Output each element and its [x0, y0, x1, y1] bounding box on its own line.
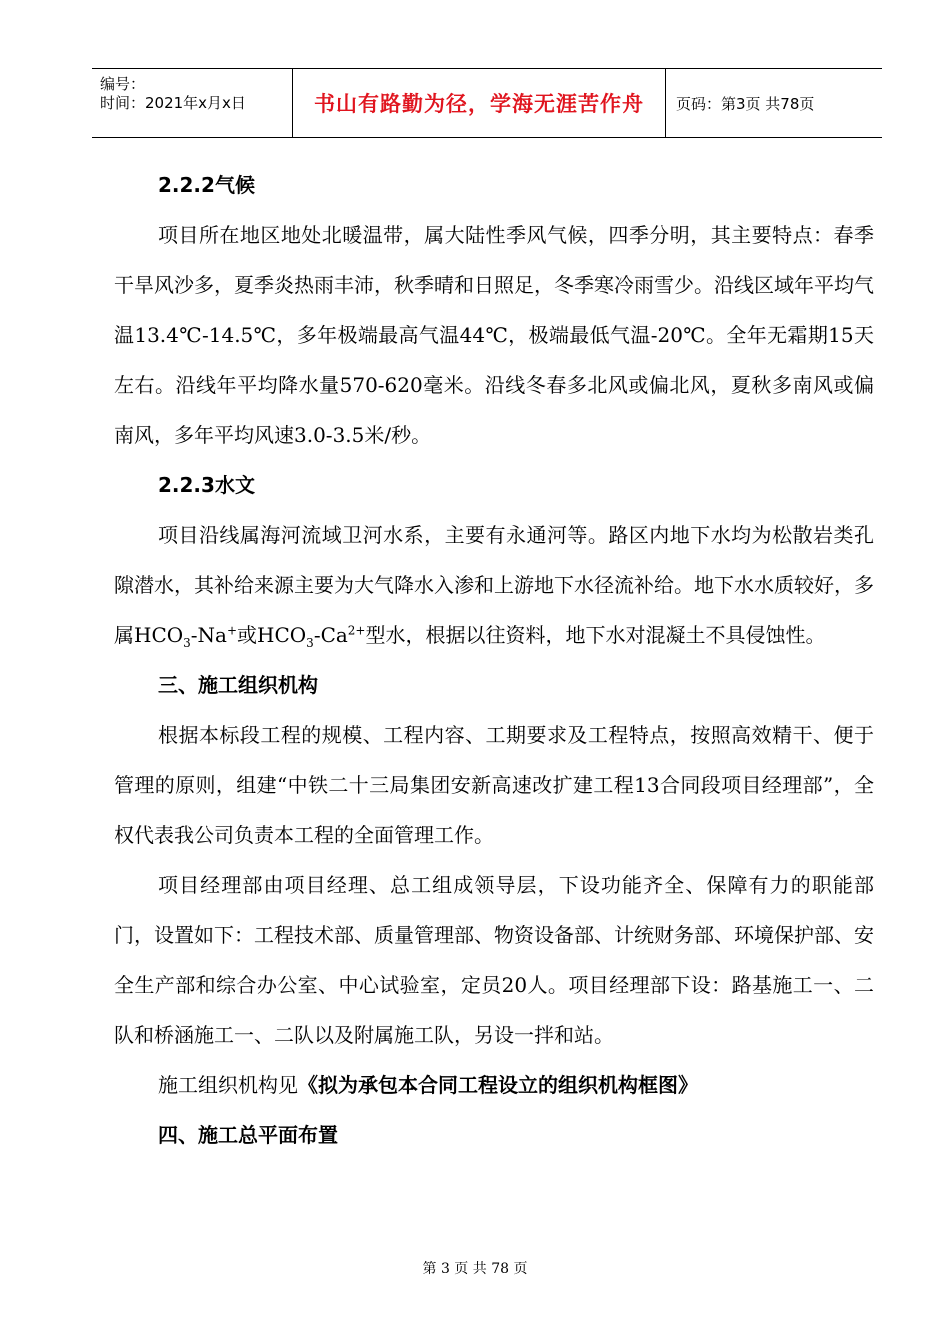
- document-number-label: 编号：: [100, 75, 146, 93]
- organization-heading: 三、施工组织机构: [158, 673, 318, 697]
- header-motto: 书山有路勤为径，学海无涯苦作舟: [314, 92, 644, 116]
- organization-chart-title: 《拟为承包本合同工程设立的组织机构框图》: [298, 1073, 698, 1097]
- page-footer: 第 3 页 共 78 页: [422, 1261, 528, 1277]
- organization-reference-prefix: 施工组织机构见: [158, 1073, 298, 1097]
- climate-paragraph: 项目所在地区地处北暖温带，属大陆性季风气候，四季分明，其主要特点：春季干旱风沙多，夏季炎热雨丰沛，秋季晴和日照足，冬季寒冷雨雪少。沿线区域年平均气温13.4℃-14.5℃，多年极端最高气温44℃，极端最低气温-20℃。全年无霜期15天左右。沿线年平均降水量570-620毫米。沿线冬春多北风或偏北风，夏秋多南风或偏南风，多年平均风速3.0-3.5米/秒。: [114, 223, 874, 447]
- document-time-label: 时间：2021年x月x日: [100, 94, 246, 112]
- climate-heading: 2.2.2气候: [158, 173, 255, 197]
- organization-paragraph-2: 项目经理部由项目经理、总工组成领导层，下设功能齐全、保障有力的职能部门，设置如下：工程技术部、质量管理部、物资设备部、计统财务部、环境保护部、安全生产部和综合办公室、中心试验室，定员20人。项目经理部下设：路基施工一、二队和桥涵施工一、二队以及附属施工队，另设一拌和站。: [114, 873, 874, 1047]
- hydrology-text-5: 型水，根据以往资料，地下水对混凝土不具侵蚀性。: [365, 623, 826, 647]
- hydrology-text-2: -Na: [190, 623, 227, 647]
- page-header: [92, 68, 882, 138]
- header-meta-cell: [92, 69, 293, 137]
- hydrology-text-3: 或HCO: [237, 623, 307, 647]
- header-page-info: 页码：第3页 共78页: [676, 94, 815, 113]
- hydrology-heading: 2.2.3水文: [158, 473, 255, 497]
- hydrology-paragraph: [114, 510, 874, 660]
- hydrology-superscript-1: +: [226, 623, 238, 638]
- header-page-cell: [666, 69, 882, 137]
- document-body: [114, 160, 874, 1160]
- header-motto-cell: [293, 69, 666, 137]
- site-layout-heading: 四、施工总平面布置: [158, 1123, 338, 1147]
- hydrology-superscript-2: 2+: [347, 623, 366, 638]
- hydrology-subscript-1: 3: [183, 636, 191, 650]
- organization-paragraph-1: 根据本标段工程的规模、工程内容、工期要求及工程特点，按照高效精干、便于管理的原则，组建“中铁二十三局集团安新高速改扩建工程13合同段项目经理部”，全权代表我公司负责本工程的全面管理工作。: [114, 723, 874, 847]
- hydrology-subscript-2: 3: [306, 636, 314, 650]
- organization-reference: [114, 1060, 874, 1110]
- hydrology-text-4: -Ca: [313, 623, 348, 647]
- hydrology-text-1: 项目沿线属海河流域卫河水系，主要有永通河等。路区内地下水均为松散岩类孔隙潜水，其补给来源主要为大气降水入渗和上游地下水径流补给。地下水水质较好，多属HCO: [114, 523, 874, 647]
